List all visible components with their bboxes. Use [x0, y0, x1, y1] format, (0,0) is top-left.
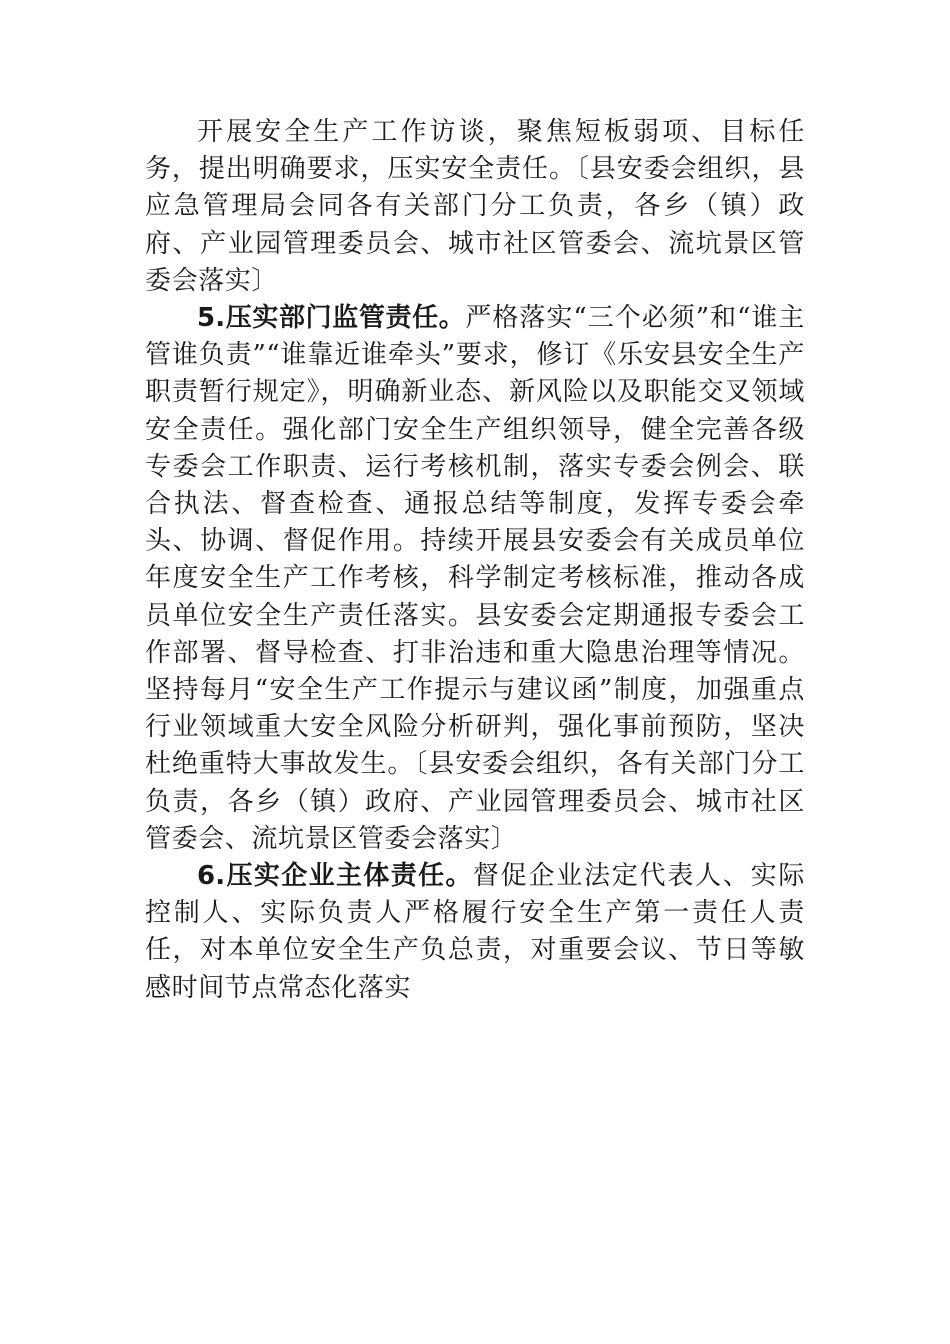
paragraph-body: 督促企业法定代表人、实际控制人、实际负责人严格履行安全生产第一责任人责任，对本单位安全生产负总责，对重要会议、节日等敏感时间节点常态化落实 [145, 861, 806, 1003]
section-heading: 6.压实企业主体责任。 [197, 861, 473, 892]
section-heading: 5.压实部门监管责任。 [197, 303, 466, 334]
paragraph-body: 严格落实“三个必须”和“谁主管谁负责”“谁靠近谁牵头”要求，修订《乐安县安全生产职责暂行规定》，明确新业态、新风险以及职能交叉领域安全责任。强化部门安全生产组织领导，健全完善各级专委会工作职责、运行考核机制，落实专委会例会、联合执法、督查检查、通报总结等制度，发挥专委会牵头、协调、督促作用。持续开展县安委会有关成员单位年度安全生产工作考核，科学制定考核标准，推动各成员单位安全生产责任落实。县安委会定期通报专委会工作部署、督导检查、打非治违和重大隐患治理等情况。坚持每月“安全生产工作提示与建议函”制度，加强重点行业领域重大安全风险分析研判，强化事前预防，坚决杜绝重特大事故发生。〔县安委会组织，各有关部门分工负责，各乡（镇）政府、产业园管理委员会、城市社区管委会、流坑景区管委会落实〕 [145, 303, 806, 854]
paragraph-section-6 [145, 858, 805, 1007]
paragraph-continuation [145, 114, 805, 300]
paragraph-section-5 [145, 300, 805, 858]
paragraph-body: 开展安全生产工作访谈，聚焦短板弱项、目标任务，提出明确要求，压实安全责任。〔县安委会组织，县应急管理局会同各有关部门分工负责，各乡（镇）政府、产业园管理委员会、城市社区管委会、流坑景区管委会落实〕 [145, 117, 805, 296]
document-page [145, 114, 805, 1007]
